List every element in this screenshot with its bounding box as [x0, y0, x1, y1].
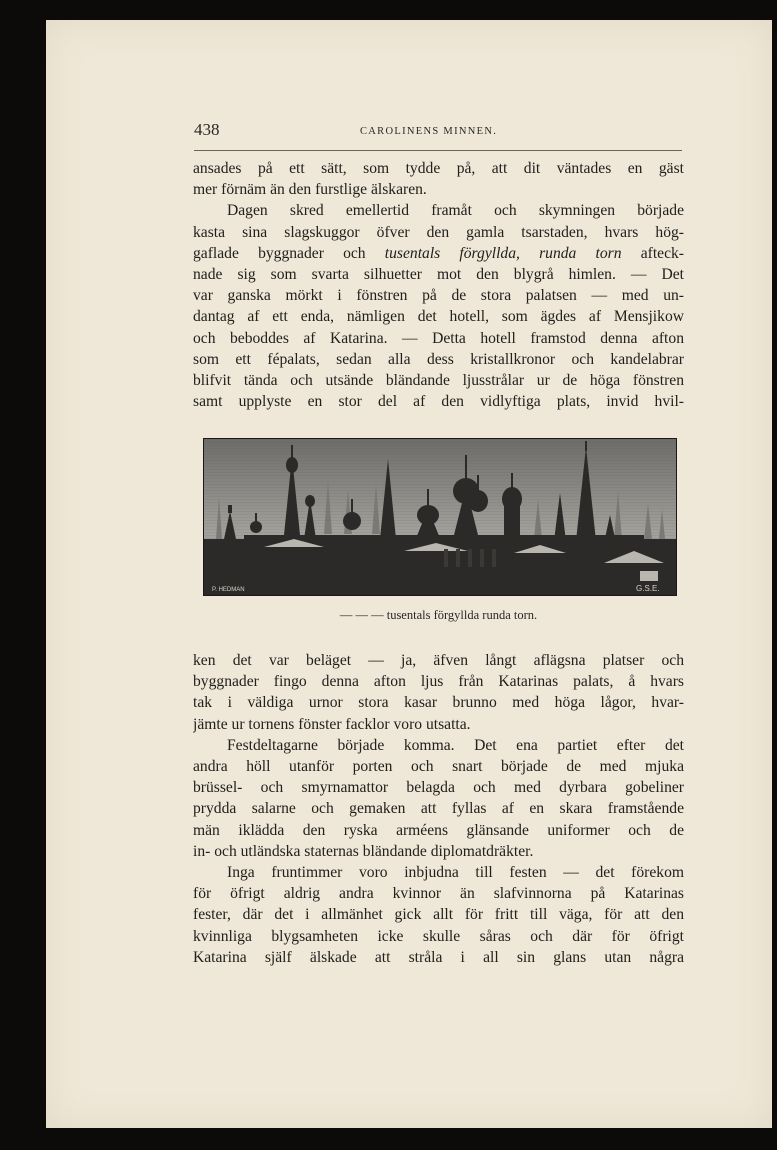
text-line: blifvit tända och utsände bländande ljusstrålar ur de höga fönstren [193, 372, 684, 390]
text-line: var ganska mörkt i fönstren på de stora palatsen — med un- [193, 287, 684, 305]
text-line: Festdeltagarne började komma. Det ena partiet efter det [227, 736, 684, 754]
text-line: samt upplyste en stor del af den vidlyftiga plats, invid hvil- [193, 393, 684, 411]
text-segment: gaflade byggnader och [193, 244, 366, 262]
text-line: nade sig som svarta silhuetter mot den blygrå himlen. — Det [193, 266, 684, 284]
text-line: kvinnliga blygsamheten icke skulle såras och där för öfrigt [193, 927, 684, 945]
text-line: fester, där det i allmänhet gick allt för fritt till väga, för att den [193, 906, 684, 924]
text-line: för öfrigt aldrig andra kvinnor än slafvinnorna på Katarinas [193, 885, 684, 903]
text-line: byggnader fingo denna afton ljus från Katarinas palats, å hvars [193, 673, 684, 691]
text-line: brüssel- och smyrnamattor belagda och med dyrbara gobeliner [193, 779, 684, 797]
paragraph-bottom [193, 650, 684, 968]
page-number: 438 [194, 120, 220, 139]
text-line: ken det var beläget — ja, äfven långt aflägsna platser och [193, 652, 684, 669]
text-segment: afteck- [640, 244, 684, 262]
text-line: prydda salarne och gemaken att fyllas af en skara framstående [193, 800, 684, 818]
text-line: ansades på ett sätt, som tydde på, att dit väntades en gäst [193, 160, 684, 177]
engraver-signature-left: P. HEDMAN [212, 587, 245, 593]
text-line: Katarina själf älskade att stråla i all sin glans utan några [193, 948, 684, 966]
illustration-caption: — — — tusentals förgyllda runda torn. [339, 608, 538, 622]
text-line: jämte ur tornens fönster facklor voro utsatta. [193, 715, 471, 733]
text-line: mer förnäm än den furstlige älskaren. [193, 181, 427, 199]
text-line: andra höll utanför porten och snart började de med mjuka [193, 758, 684, 776]
italic-phrase: tusentals förgyllda, runda torn [384, 244, 622, 262]
illustration-kremlin-towers [203, 438, 677, 596]
running-head: CAROLINENS MINNEN. [360, 126, 498, 137]
text-line [193, 243, 684, 264]
book-page [46, 20, 772, 1128]
text-line: in- och utländska staternas bländande diplomatdräkter. [193, 842, 534, 860]
text-line: och beboddes af Katarina. — Detta hotell framstod denna afton [193, 329, 684, 347]
text-line: män iklädda den ryska arméens glänsande uniformer och de [193, 821, 684, 839]
page-header [194, 120, 682, 151]
text-line: dantag af ett enda, nämligen det hotell, som ägdes af Mensjikow [193, 308, 684, 326]
text-line: som ett fépalats, sedan alla dess kristallkronor och kandelabrar [193, 350, 684, 368]
engraving-image [204, 439, 676, 595]
engraver-signature-right: G.S.E. [636, 584, 660, 593]
text-line: kasta sina slagskuggor öfver den gamla tsarstaden, hvars hög- [193, 223, 684, 241]
text-line: Dagen skred emellertid framåt och skymningen började [227, 202, 684, 220]
text-line: Inga fruntimmer voro inbjudna till festen — det förekom [227, 864, 684, 882]
paragraph-top [193, 158, 684, 412]
text-line: tak i väldiga urnor stora kasar brunno med höga lågor, hvar- [193, 694, 684, 712]
